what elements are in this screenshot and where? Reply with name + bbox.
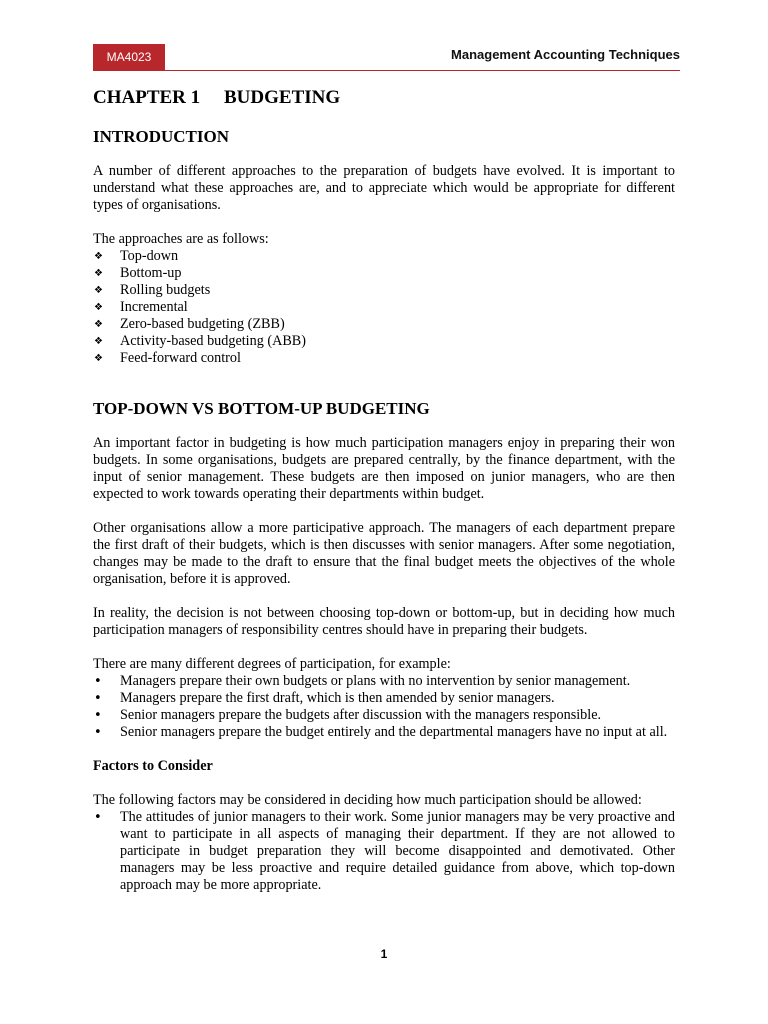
factors-list bbox=[93, 809, 675, 894]
chapter-title: BUDGETING bbox=[224, 87, 341, 108]
list-item: • The attitudes of junior managers to their work. Some junior managers may be very proactive and want to participate in all aspects of managing their department. If they are not allowed to participate in budget preparation they will become disappointed and demotivated. Other managers may be less proactive and require detailed guidance from above, which top-down approach may be more appropriate. bbox=[93, 809, 675, 894]
list-item: • Managers prepare the first draft, which is then amended by senior managers. bbox=[93, 690, 675, 707]
list-item: ❖ Incremental bbox=[93, 299, 675, 316]
list-item: ❖ Rolling budgets bbox=[93, 282, 675, 299]
list-item: ❖ Bottom-up bbox=[93, 265, 675, 282]
list-item: ❖ Top-down bbox=[93, 248, 675, 265]
course-title: Management Accounting Techniques bbox=[451, 47, 680, 62]
topdown-heading: TOP-DOWN VS BOTTOM-UP BUDGETING bbox=[93, 399, 430, 418]
approaches-intro: The approaches are as follows: bbox=[93, 231, 269, 247]
intro-paragraph: A number of different approaches to the preparation of budgets have evolved. It is important to understand what these approaches are, and to appreciate which would be appropriate for different types of organisations. bbox=[93, 163, 675, 213]
list-item: ❖ Activity-based budgeting (ABB) bbox=[93, 333, 675, 350]
list-item: ❖ Zero-based budgeting (ZBB) bbox=[93, 316, 675, 333]
list-item: • Senior managers prepare the budget entirely and the departmental managers have no input at all. bbox=[93, 724, 675, 741]
degrees-list bbox=[93, 673, 675, 741]
list-item: ❖ Feed-forward control bbox=[93, 350, 675, 367]
topdown-paragraph-3: In reality, the decision is not between choosing top-down or bottom-up, but in deciding how much participation managers of responsibility centres should have in preparing their budgets. bbox=[93, 605, 675, 638]
chapter-heading bbox=[93, 86, 675, 110]
topdown-paragraph-2: Other organisations allow a more participative approach. The managers of each department prepare the first draft of their budgets, which is then discusses with senior managers. After some negotiation, changes may be made to the draft to ensure that the final budget meets the objectives of the whole organisation, before it is approved. bbox=[93, 520, 675, 587]
topdown-paragraph-1: An important factor in budgeting is how much participation managers enjoy in preparing their won budgets. In some organisations, budgets are prepared centrally, by the finance department, with the input of senior management. These budgets are then imposed on junior managers, who are then expected to work towards operating their departments within budget. bbox=[93, 435, 675, 502]
introduction-heading: INTRODUCTION bbox=[93, 127, 230, 146]
document-body bbox=[93, 86, 675, 894]
page-number: 1 bbox=[380, 947, 388, 961]
approaches-list bbox=[93, 248, 675, 367]
list-item: • Managers prepare their own budgets or plans with no intervention by senior management. bbox=[93, 673, 675, 690]
factors-heading: Factors to Consider bbox=[93, 758, 213, 774]
factors-intro: The following factors may be considered in deciding how much participation should be allowed: bbox=[93, 792, 642, 808]
course-code-badge: MA4023 bbox=[93, 44, 165, 70]
page-header bbox=[93, 44, 680, 71]
chapter-number: CHAPTER 1 bbox=[93, 87, 201, 108]
degrees-intro: There are many different degrees of participation, for example: bbox=[93, 656, 451, 672]
list-item: • Senior managers prepare the budgets after discussion with the managers responsible. bbox=[93, 707, 675, 724]
